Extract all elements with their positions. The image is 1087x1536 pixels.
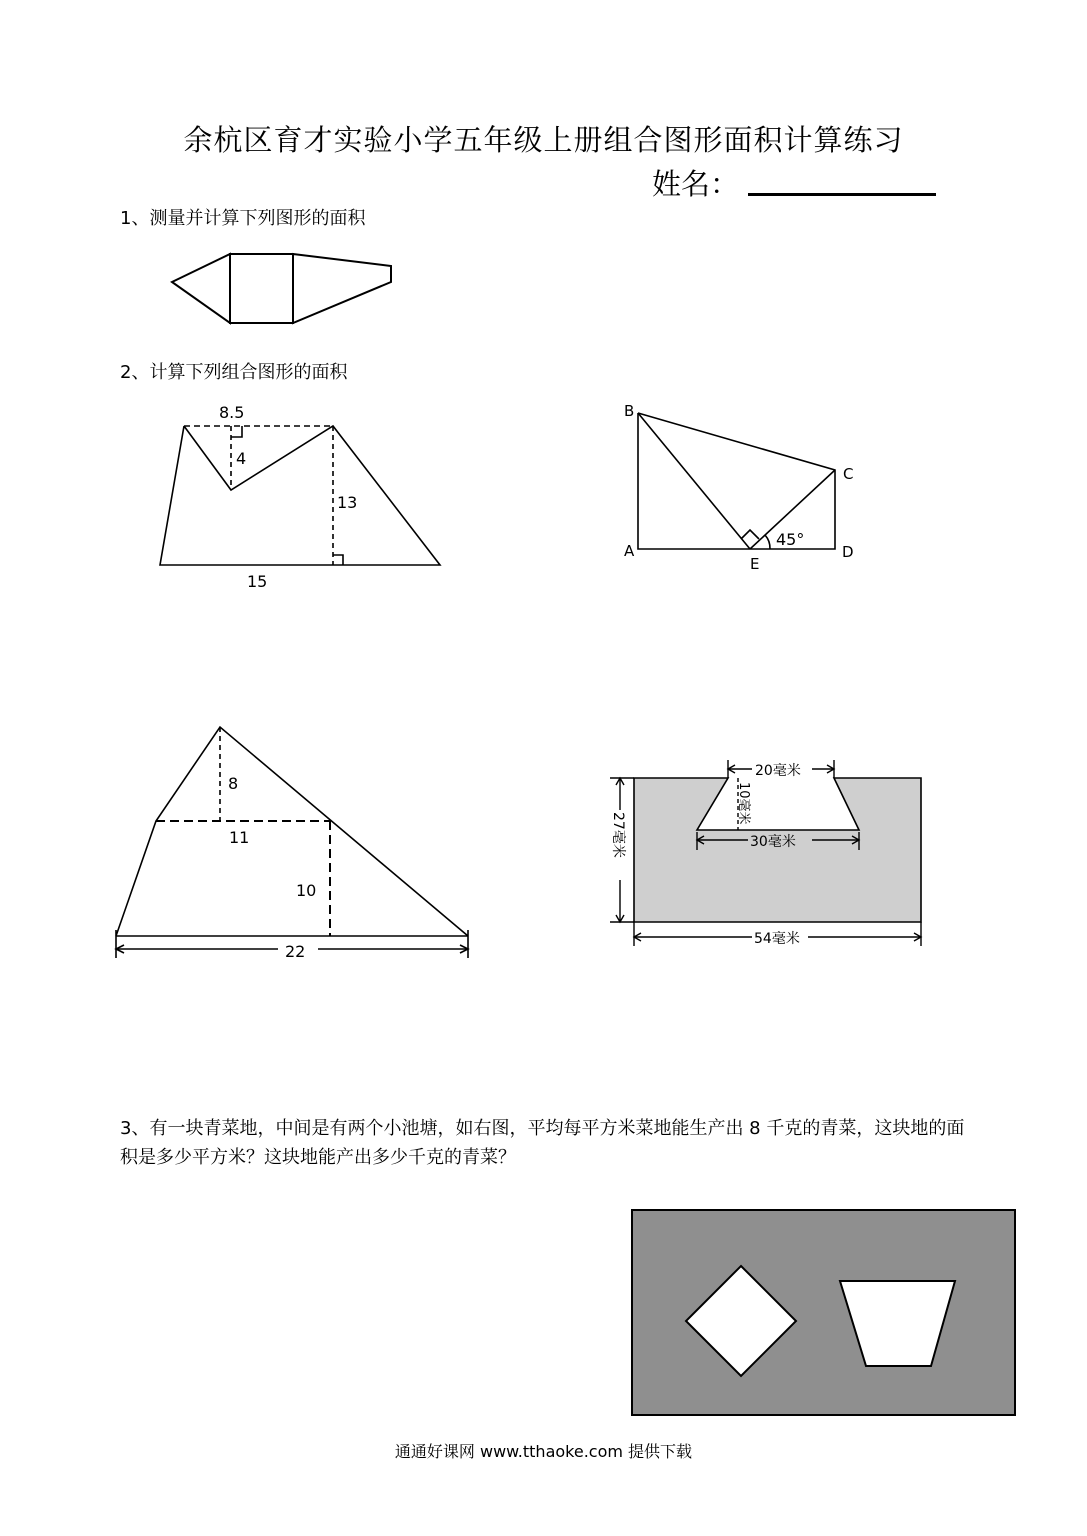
q2-figure-d [610,760,921,946]
footer-credit: 通通好课网 www.tthaoke.com 提供下载 [394,1442,693,1461]
fig-a-right-angle-bottom [333,555,343,565]
fig-d-bottom-label: 30毫米 [750,834,796,850]
fig-a-top-label: 8.5 [219,403,245,422]
q3-vegetable-field [632,1210,1015,1415]
fig-b-line-BE [638,413,750,549]
fig-a-base-label: 15 [247,572,268,591]
page-title: 余杭区育才实验小学五年级上册组合图形面积计算练习 [183,123,904,157]
fig-a-outline [160,426,440,565]
fig-c-base-label: 22 [285,942,306,961]
q1-square [230,254,293,323]
fig-b-angle-arc [765,535,770,549]
fig-c-mid-label: 11 [229,828,250,847]
fig-c-rect-height-label: 10 [296,881,317,900]
fig-d-height-label: 27毫米 [610,812,626,858]
fig-a-inner-height-label: 4 [236,449,247,468]
q2-figure-c [116,727,468,958]
q2-figure-a [160,426,440,565]
question-3-text: 3、有一块青菜地，中间是有两个小池塘，如右图，平均每平方米菜地能生产出 8 千克的青菜，这块地的面积是多少平方米？这块地能产出多少千克的青菜？ [120,1118,965,1168]
fig-c-height-label: 8 [228,774,239,793]
fig-b-outline [638,413,835,549]
question-1-text: 1、测量并计算下列图形的面积 [120,208,366,229]
fig-c-outline [116,727,468,936]
fig-b-label-A: A [624,542,635,560]
fig-b-angle-label: 45° [776,530,805,549]
question-2-text: 2、计算下列组合图形的面积 [120,362,348,383]
fig-b-label-B: B [624,402,635,420]
q1-right-trapezoid [293,254,391,323]
fig-b-label-C: C [843,465,854,483]
fig-b-right-angle [741,530,759,539]
fig-d-width-label: 54毫米 [754,931,800,947]
fig-d-trap-height-label: 10毫米 [736,782,751,825]
fig-b-label-D: D [842,543,854,561]
fig-a-height-label: 13 [337,493,358,512]
fig-a-right-angle-top [231,426,242,437]
fig-d-top-label: 20毫米 [755,763,801,779]
fig-b-label-E: E [750,555,760,573]
q2-figure-b [638,413,835,549]
fig-d-shaded-region [634,778,921,922]
q3-figure [632,1210,1015,1415]
q1-left-triangle [172,254,230,323]
q1-figure [172,254,391,323]
name-label: 姓名： [652,167,740,201]
